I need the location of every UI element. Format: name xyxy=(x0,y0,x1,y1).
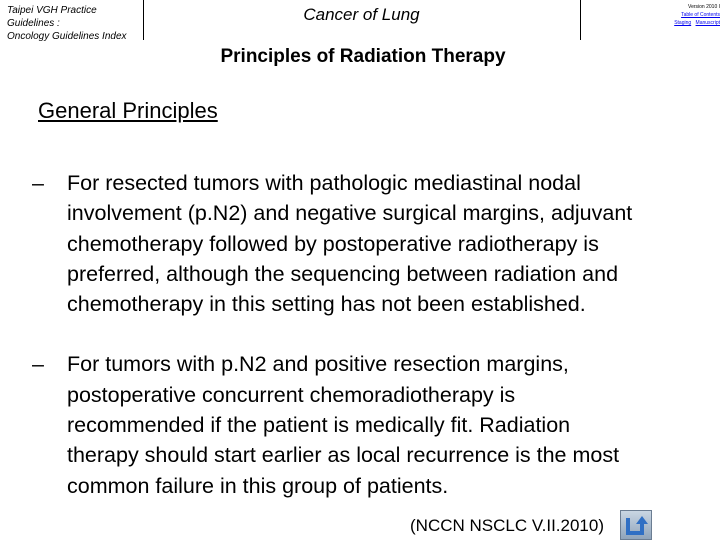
document-title: Cancer of Lung xyxy=(303,5,420,24)
guideline-org xyxy=(7,4,142,43)
staging-link[interactable]: Staging xyxy=(674,20,692,26)
back-button[interactable] xyxy=(620,510,652,540)
org-line-3: Oncology Guidelines Index xyxy=(7,31,127,42)
header-divider-right xyxy=(580,0,581,40)
manuscript-link[interactable]: Manuscript xyxy=(695,20,720,26)
bullet-marker: – xyxy=(32,171,44,195)
bullet-text: For resected tumors with pathologic mediastinal nodal involvement (p.N2) and negative surgical margins, adjuvant chemotherapy followed by postoperative radiotherapy is preferred, although the sequencing between radiation and chemotherapy in this setting has not been established. xyxy=(67,171,633,317)
header-nav xyxy=(674,3,720,27)
table-of-contents-link[interactable]: Table of Contents xyxy=(681,12,720,18)
section-heading: General Principles xyxy=(38,98,218,123)
bullet-marker: – xyxy=(32,352,44,377)
org-line-2: Guidelines : xyxy=(7,18,60,29)
return-arrow-icon xyxy=(621,511,651,539)
version-label: Version 2010 I xyxy=(688,4,720,10)
list-item xyxy=(32,349,702,500)
citation: (NCCN NSCLC V.II.2010) xyxy=(410,516,604,535)
principles-list xyxy=(32,168,702,531)
list-item xyxy=(32,168,702,319)
bullet-text: For tumors with p.N2 and positive resection margins, postoperative concurrent chemoradiotherapy is recommended if the patient is medically fit. Radiation therapy should start earlier as local recurrence is the most common failure in this group of patients. xyxy=(67,352,620,498)
page-subtitle: Principles of Radiation Therapy xyxy=(220,46,506,67)
org-line-1: Taipei VGH Practice xyxy=(7,5,97,16)
